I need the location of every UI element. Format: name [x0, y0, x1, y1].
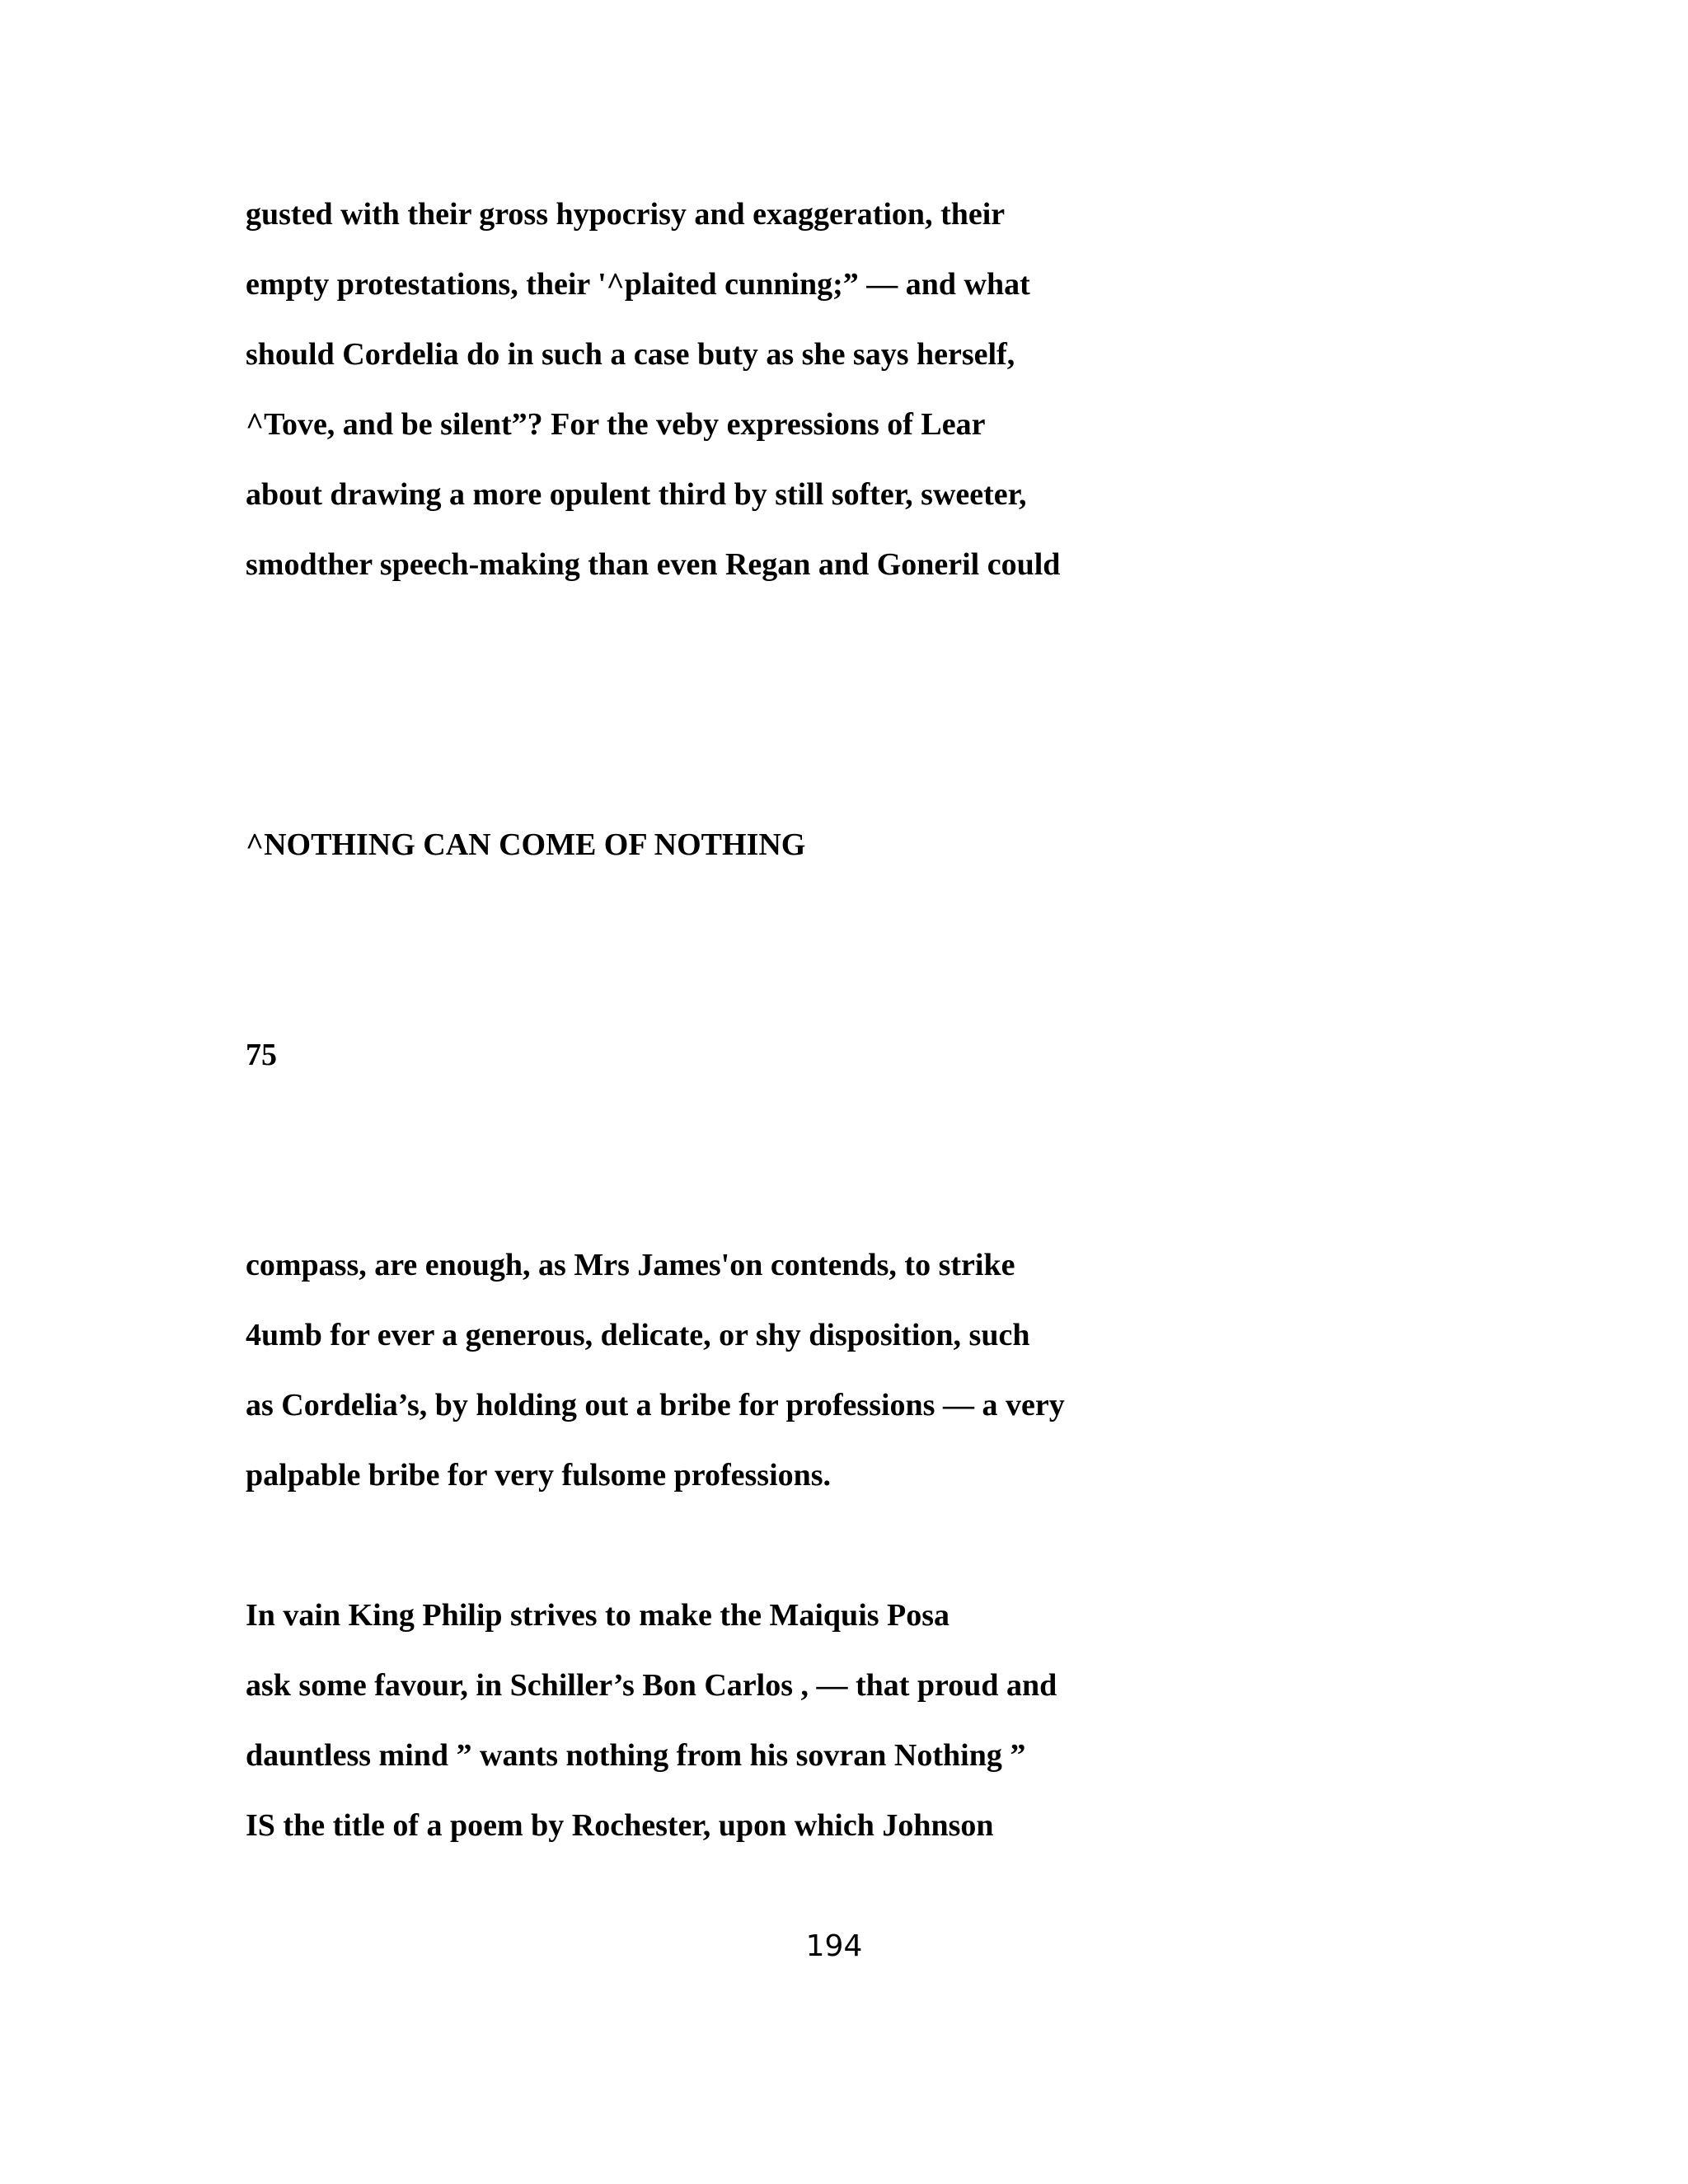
running-head: ^NOTHING CAN COME OF NOTHING [246, 827, 806, 862]
text-line: empty protestations, their '^plaited cunning;” — and what [246, 267, 1030, 302]
text-line: compass, are enough, as Mrs James'on contends, to strike [246, 1248, 1015, 1282]
text-line: about drawing a more opulent third by still softer, sweeter, [246, 477, 1027, 512]
text-line: gusted with their gross hypocrisy and exaggeration, their [246, 197, 1006, 232]
page-number: 194 [805, 1929, 863, 1963]
running-head-number: 75 [246, 1038, 277, 1072]
text-line: palpable bribe for very fulsome professions. [246, 1458, 832, 1493]
text-line: 4umb for ever a generous, delicate, or shy disposition, such [246, 1318, 1030, 1352]
text-line: smodther speech-making than even Regan and Goneril could [246, 547, 1061, 582]
text-line: ^Tove, and be silent”? For the veby expressions of Lear [246, 407, 986, 442]
text-line: ask some favour, in Schiller’s Bon Carlos , — that proud and [246, 1668, 1057, 1703]
text-line: as Cordelia’s, by holding out a bribe for professions — a very [246, 1388, 1065, 1422]
text-line: In vain King Philip strives to make the Maiquis Posa [246, 1598, 950, 1633]
text-line: IS the title of a poem by Rochester, upon which Johnson [246, 1808, 994, 1843]
text-line: should Cordelia do in such a case buty as she says herself, [246, 337, 1015, 372]
text-line: dauntless mind ” wants nothing from his sovran Nothing ” [246, 1738, 1026, 1773]
